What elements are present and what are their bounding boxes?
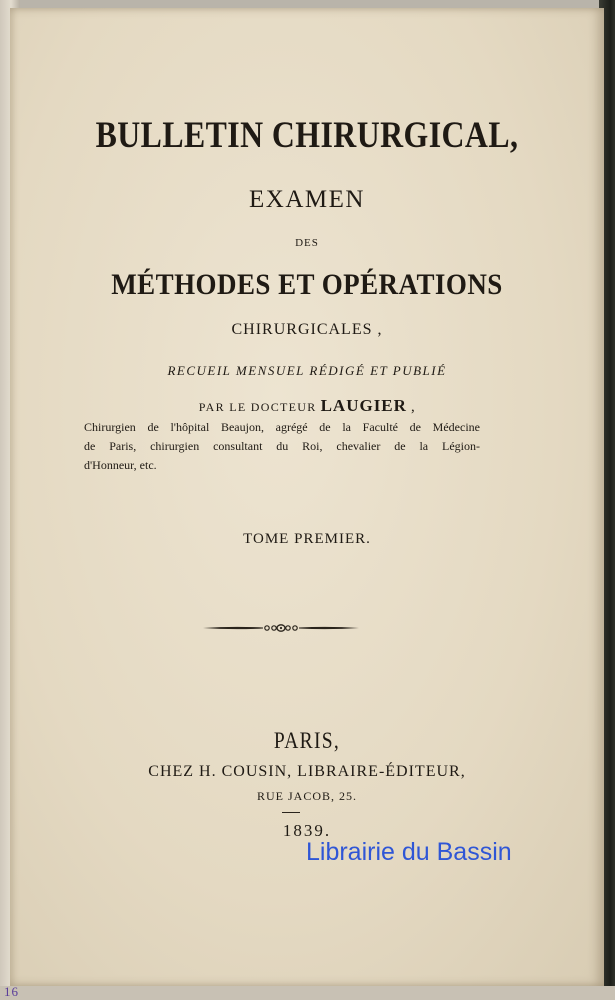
bookseller-watermark: Librairie du Bassin [306,838,512,866]
short-rule [282,812,300,813]
ornament-divider-icon [203,622,359,634]
author-credentials [84,418,480,475]
credentials-line: d'Honneur, etc. [84,458,157,472]
edge-mark: 16 [4,984,19,999]
book-title: BULLETIN CHIRURGICAL, [95,115,519,156]
author-line [10,396,604,416]
shelf-surface [0,986,615,1000]
credentials-line: Chirurgien de l'hôpital Beaujon, agrégé de la Faculté de Médecine [84,420,480,434]
sub-heading: CHIRURGICALES , [231,321,383,338]
publisher-line: CHEZ H. COUSIN, LIBRAIRE-ÉDITEUR, [148,763,466,780]
author-lead: PAR LE DOCTEUR [198,400,317,414]
connector-word: DES [295,237,319,249]
collection-note: RECUEIL MENSUEL RÉDIGÉ ET PUBLIÉ [167,363,447,378]
volume-label: TOME PREMIER. [243,531,371,547]
credentials-line: de Paris, chirurgien consultant du Roi, chevalier de la Légion- [84,439,480,453]
main-heading: MÉTHODES ET OPÉRATIONS [111,268,503,301]
author-tail: , [410,399,416,415]
publication-year: 1839. [282,821,332,840]
publisher-address: RUE JACOB, 25. [256,789,357,803]
author-name: LAUGIER [320,396,407,415]
book-subtitle: EXAMEN [249,186,365,213]
publication-city: PARIS, [273,728,341,753]
